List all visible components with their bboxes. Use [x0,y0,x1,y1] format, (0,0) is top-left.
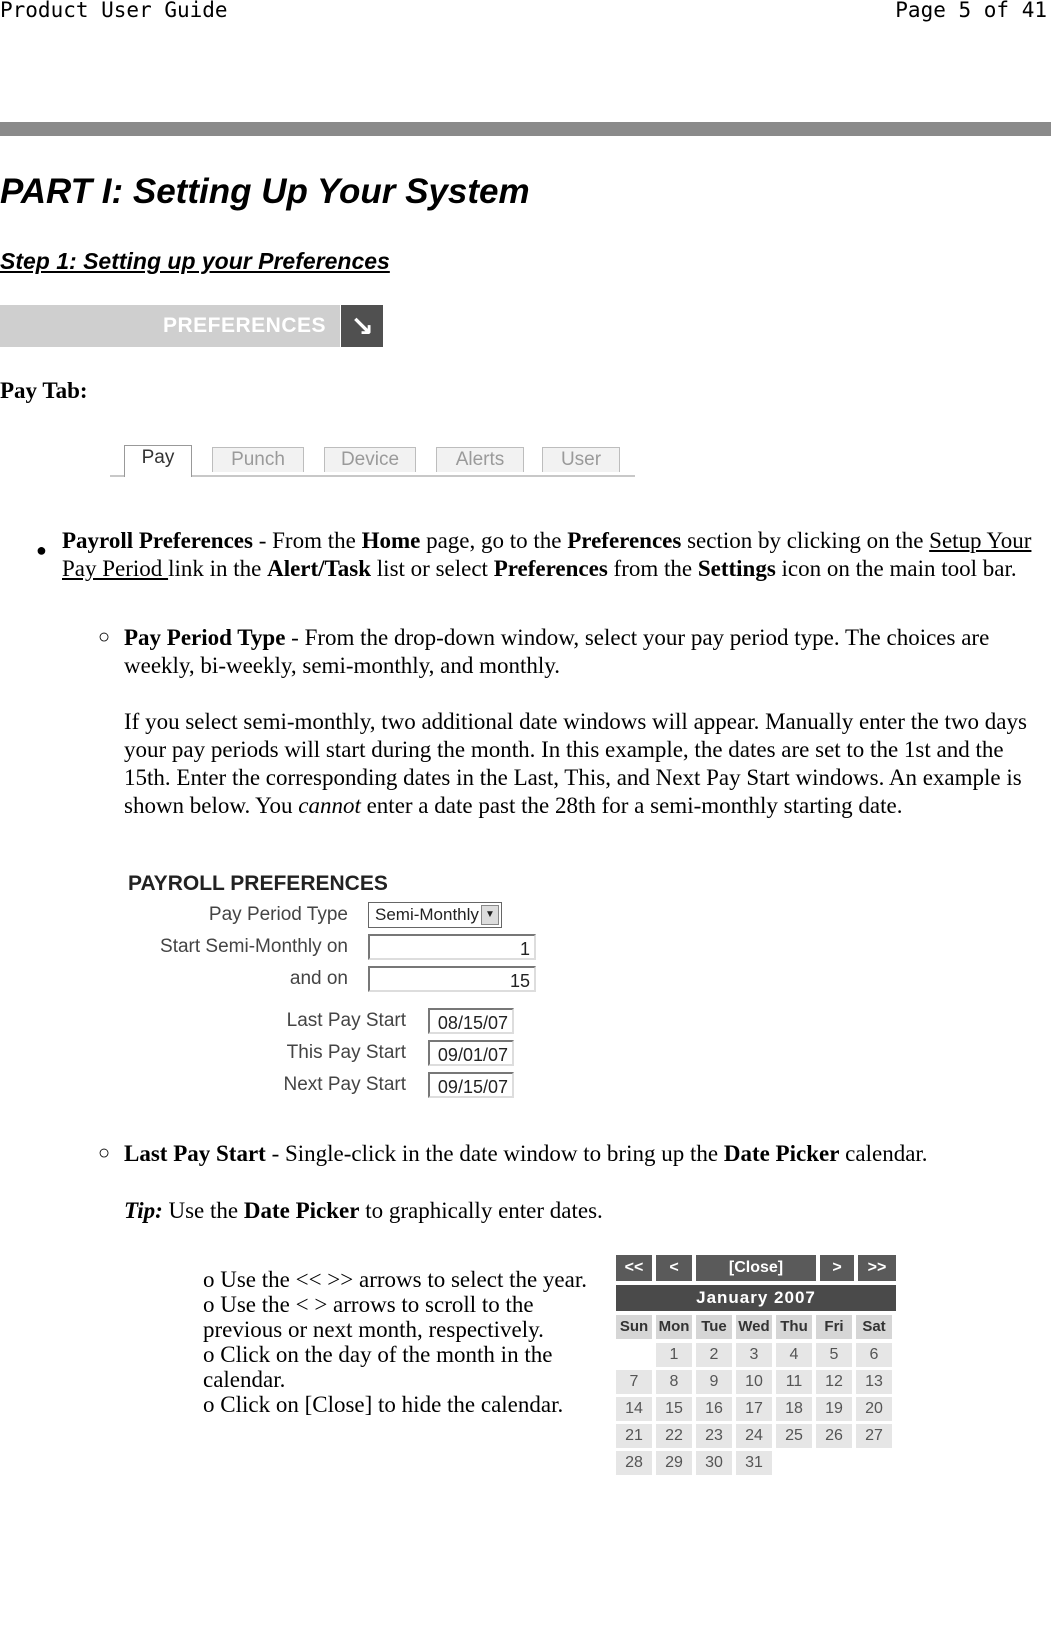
text: icon on the main tool bar. [775,556,1017,581]
calendar-day[interactable]: 17 [736,1397,772,1421]
calendar-day[interactable]: 3 [736,1343,772,1367]
weekday-header: Wed [736,1315,772,1339]
calendar-day[interactable]: 1 [656,1343,692,1367]
bullet-disc-icon: ● [36,540,47,560]
calendar-day[interactable]: 6 [856,1343,892,1367]
payroll-preferences-panel [126,872,546,1102]
calendar-day[interactable]: 13 [856,1370,892,1394]
bold-text: Settings [697,556,776,581]
calendar-day[interactable]: 18 [776,1397,812,1421]
calendar-day[interactable]: 10 [736,1370,772,1394]
calendar-day[interactable]: 11 [776,1370,812,1394]
bullet-circle-icon: ○ [98,1142,111,1164]
weekday-header: Tue [696,1315,732,1339]
panel-title: PAYROLL PREFERENCES [128,872,388,895]
list-item: o Use the < > arrows to scroll to the previous or next month, respectively. [203,1292,544,1342]
text: If you select semi-monthly, two additional date windows will appear. Manually enter the two days your pay periods will start during the month. In this example, the dates are set to the 1st and the 15th. Enter the corresponding dates in the Last, This, and Next Pay Start windows. An example is shown below. You [124,709,1027,818]
and-on-input[interactable]: 15 [368,966,536,992]
tab-alerts[interactable]: Alerts [436,447,524,472]
bold-text: Payroll Preferences [62,528,253,553]
text: - From the [252,528,362,553]
pay-period-type-label: Pay Period Type [208,904,348,925]
next-pay-start-label: Next Pay Start [283,1074,406,1095]
calendar-day[interactable]: 23 [696,1424,732,1448]
calendar-day[interactable]: 27 [856,1424,892,1448]
text: to graphically enter dates. [359,1198,603,1223]
page-number: Page 5 of 41 [895,0,1047,22]
bold-text: Date Picker [723,1141,840,1166]
text: - From the drop-down window, select your pay period type. The choices are weekly, bi-weekly, semi-monthly, and monthly. [124,625,990,678]
page-title: PART I: Setting Up Your System [0,172,530,211]
calendar-day[interactable]: 4 [776,1343,812,1367]
italic-text: cannot [298,793,361,818]
start-semi-monthly-label: Start Semi-Monthly on [160,936,348,957]
text: - Single-click in the date window to bring up the [265,1141,724,1166]
calendar-month-title: January 2007 [616,1285,896,1311]
close-button[interactable]: [Close] [696,1255,816,1281]
semi-monthly-paragraph [124,708,1044,820]
weekday-header: Mon [656,1315,692,1339]
tab-user[interactable]: User [542,447,620,472]
dropdown-arrow-icon[interactable]: ▼ [481,905,499,925]
calendar-day[interactable]: 19 [816,1397,852,1421]
weekday-header: Sun [616,1315,652,1339]
weekday-header: Sat [856,1315,892,1339]
prev-year-button[interactable]: << [616,1255,652,1281]
text: Use the [162,1198,244,1223]
and-on-label: and on [289,968,348,989]
last-pay-start-label: Last Pay Start [286,1010,406,1031]
tip-label: Tip: [124,1198,163,1223]
calendar-day[interactable]: 14 [616,1397,652,1421]
header-rule [0,122,1051,136]
pay-period-type-paragraph [124,624,1044,680]
arrow-down-right-icon: ↘ [341,305,383,347]
text: page, go to the [420,528,568,553]
next-month-button[interactable]: > [820,1255,854,1281]
calendar-day[interactable]: 8 [656,1370,692,1394]
pay-tab-label: Pay Tab: [0,378,88,403]
calendar-day[interactable]: 20 [856,1397,892,1421]
preferences-bar-label: PREFERENCES [162,314,326,337]
step-heading: Step 1: Setting up your Preferences [0,248,390,274]
setup-pay-period-link[interactable]: Setup Your Pay Period [62,528,1032,581]
calendar-day[interactable]: 16 [696,1397,732,1421]
text: from the [607,556,698,581]
payroll-preferences-paragraph [62,527,1047,583]
text: enter a date past the 28th for a semi-monthly starting date. [360,793,903,818]
this-pay-start-input[interactable]: 09/01/07 [428,1040,514,1066]
select-value: Semi-Monthly [375,905,479,924]
this-pay-start-label: This Pay Start [286,1042,406,1063]
next-pay-start-input[interactable]: 09/15/07 [428,1072,514,1098]
preferences-tabs [110,445,635,477]
bold-text: Preferences [567,528,682,553]
last-pay-start-input[interactable]: 08/15/07 [428,1008,514,1034]
tab-pay[interactable]: Pay [124,445,192,477]
preferences-bar [0,305,340,347]
weekday-header: Thu [776,1315,812,1339]
calendar-day[interactable]: 15 [656,1397,692,1421]
prev-month-button[interactable]: < [656,1255,692,1281]
bold-text: Preferences [493,556,608,581]
bold-text: Last Pay Start [124,1141,266,1166]
page-header-title: Product User Guide [0,0,228,22]
tab-device[interactable]: Device [324,447,416,472]
list-item: o Click on the day of the month in the calendar. [203,1342,553,1392]
calendar-day[interactable]: 26 [816,1424,852,1448]
calendar-day[interactable]: 7 [616,1370,652,1394]
bold-text: Home [361,528,421,553]
calendar-day[interactable]: 9 [696,1370,732,1394]
bold-text: Date Picker [243,1198,360,1223]
pay-period-type-select[interactable] [368,902,502,928]
list-item: o Use the << >> arrows to select the year. [203,1267,587,1292]
next-year-button[interactable]: >> [858,1255,896,1281]
text: list or select [371,556,494,581]
calendar-day[interactable]: 30 [696,1451,732,1475]
text: link in the [168,556,268,581]
calendar-day[interactable]: 25 [776,1424,812,1448]
bullet-circle-icon: ○ [98,626,111,648]
calendar-day[interactable]: 21 [616,1424,652,1448]
start-semi-monthly-input[interactable]: 1 [368,934,536,960]
calendar-day[interactable]: 28 [616,1451,652,1475]
tab-punch[interactable]: Punch [212,447,304,472]
list-item: o Click on [Close] to hide the calendar. [203,1392,564,1417]
calendar-day[interactable]: 22 [656,1424,692,1448]
date-picker-instructions [203,1267,608,1417]
tip-paragraph [124,1197,1044,1225]
bold-text: Pay Period Type [124,625,286,650]
calendar-day[interactable]: 29 [656,1451,692,1475]
calendar-day[interactable]: 2 [696,1343,732,1367]
bold-text: Alert/Task [267,556,372,581]
last-pay-start-paragraph [124,1140,1044,1168]
calendar-day[interactable]: 5 [816,1343,852,1367]
calendar-day[interactable]: 12 [816,1370,852,1394]
text: section by clicking on the [681,528,930,553]
weekday-header: Fri [816,1315,852,1339]
calendar-day[interactable]: 31 [736,1451,772,1475]
text: calendar. [839,1141,928,1166]
calendar-day[interactable]: 24 [736,1424,772,1448]
